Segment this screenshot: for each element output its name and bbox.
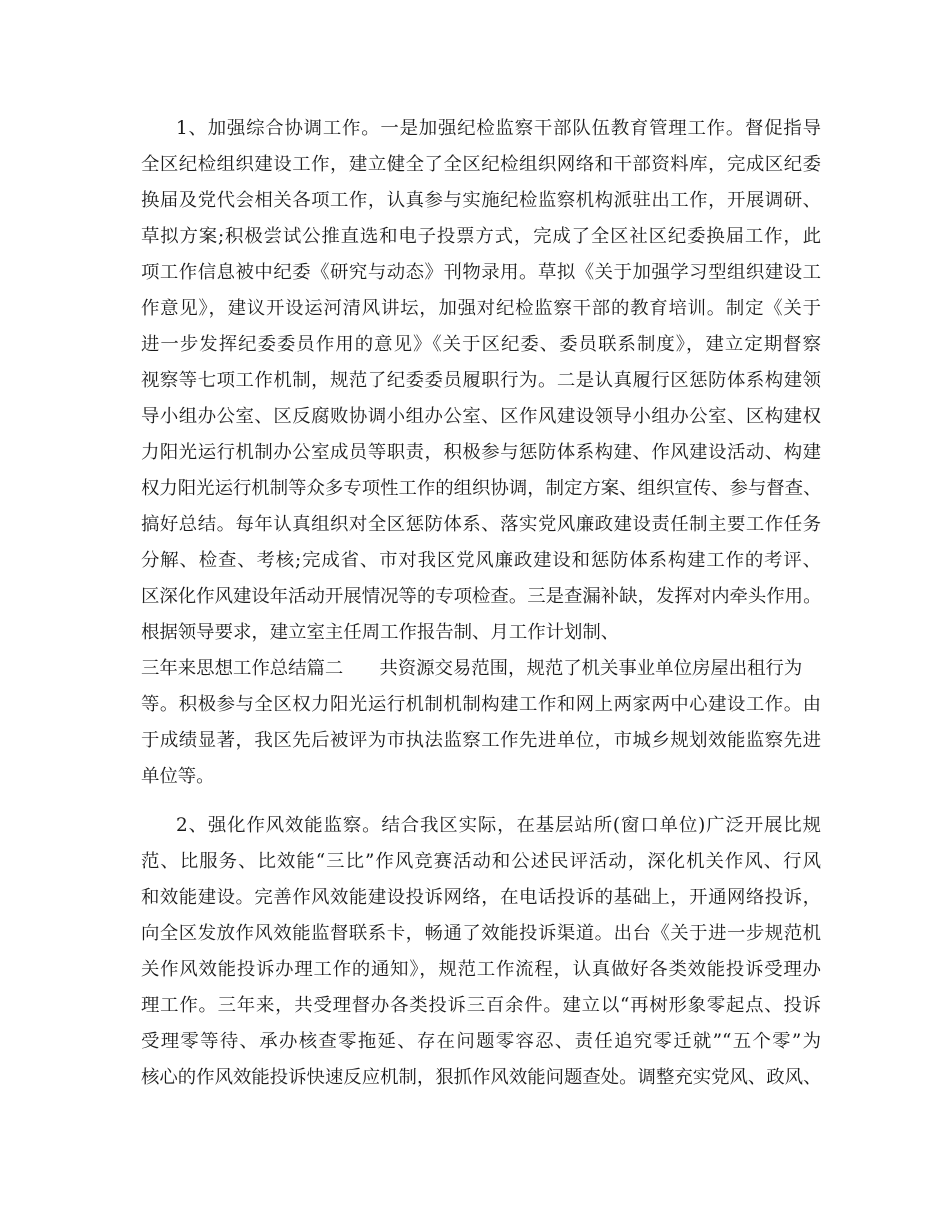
paragraph-3-line-2: 范、比服务、比效能“三比”作风竞赛活动和公述民评活动，深化机关作风、行风	[141, 851, 821, 872]
paragraph-2-line-3: 单位等。	[141, 766, 215, 787]
paragraph-1-line-5: 项工作信息被中纪委《研究与动态》刊物录用。草拟《关于加强学习型组织建设工	[141, 262, 821, 283]
paragraph-2-line-2: 于成绩显著，我区先后被评为市执法监察工作先进单位，市城乡规划效能监察先进	[141, 730, 821, 751]
paragraph-3-line-5: 关作风效能投诉办理工作的通知》，规范工作流程，认真做好各类效能投诉受理办	[141, 959, 821, 980]
paragraph-1-line-3: 换届及党代会相关各项工作，认真参与实施纪检监察机构派驻出工作，开展调研、	[141, 190, 821, 211]
paragraph-1-line-6: 作意见》，建议开设运河清风讲坛，加强对纪检监察干部的教育培训。制定《关于	[141, 298, 821, 319]
paragraph-1-line-1: 1、加强综合协调工作。一是加强纪检监察干部队伍教育管理工作。督促指导	[176, 118, 821, 139]
paragraph-1-line-12: 搞好总结。每年认真组织对全区惩防体系、落实党风廉政建设责任制主要工作任务	[141, 514, 821, 535]
paragraph-3-line-7: 受理零等待、承办核查零拖延、存在问题零容忍、责任追究零迁就”“五个零”为	[141, 1031, 821, 1052]
paragraph-3-line-6: 理工作。三年来，共受理督办各类投诉三百余件。建立以“再树形象零起点、投诉	[141, 995, 821, 1016]
paragraph-3-line-4: 向全区发放作风效能监督联系卡，畅通了效能投诉渠道。出台《关于进一步规范机	[141, 923, 821, 944]
paragraph-1-line-2: 全区纪检组织建设工作，建立健全了全区纪检组织网络和干部资料库，完成区纪委	[141, 154, 821, 175]
paragraph-1-line-11: 权力阳光运行机制等众多专项性工作的组织协调，制定方案、组织宣传、参与督查、	[141, 478, 822, 499]
paragraph-1-line-9: 导小组办公室、区反腐败协调小组办公室、区作风建设领导小组办公室、区构建权	[141, 406, 821, 427]
paragraph-3-line-8: 核心的作风效能投诉快速反应机制，狠抓作风效能问题查处。调整充实党风、政风、	[141, 1067, 822, 1088]
paragraph-1-line-13: 分解、检查、考核;完成省、市对我区党风廉政建设和惩防体系构建工作的考评、	[141, 550, 821, 571]
section-continuation-text: 共资源交易范围，规范了机关事业单位房屋出租行为	[379, 658, 803, 679]
mixed-heading-line	[141, 651, 821, 687]
paragraph-1-line-8: 视察等七项工作机制，规范了纪委委员履职行为。二是认真履行区惩防体系构建领	[141, 370, 821, 391]
paragraph-3-line-1: 2、强化作风效能监察。结合我区实际，在基层站所(窗口单位)广泛开展比规	[176, 815, 821, 836]
section-heading: 三年来思想工作总结篇二	[141, 658, 344, 679]
paragraph-1-line-10: 力阳光运行机制办公室成员等职责，积极参与惩防体系构建、作风建设活动、构建	[141, 442, 821, 463]
paragraph-1-line-7: 进一步发挥纪委委员作用的意见》《关于区纪委、委员联系制度》，建立定期督察	[141, 334, 821, 355]
paragraph-1-line-4: 草拟方案;积极尝试公推直选和电子投票方式，完成了全区社区纪委换届工作，此	[141, 226, 821, 247]
paragraph-2-line-1: 等。积极参与全区权力阳光运行机制机制构建工作和网上两家两中心建设工作。由	[141, 694, 821, 715]
paragraph-3-line-3: 和效能建设。完善作风效能建设投诉网络，在电话投诉的基础上，开通网络投诉，	[141, 887, 821, 908]
paragraph-1-line-15: 根据领导要求，建立室主任周工作报告制、月工作计划制、	[141, 622, 620, 643]
paragraph-1-line-14: 区深化作风建设年活动开展情况等的专项检查。三是查漏补缺，发挥对内牵头作用。	[141, 586, 822, 607]
